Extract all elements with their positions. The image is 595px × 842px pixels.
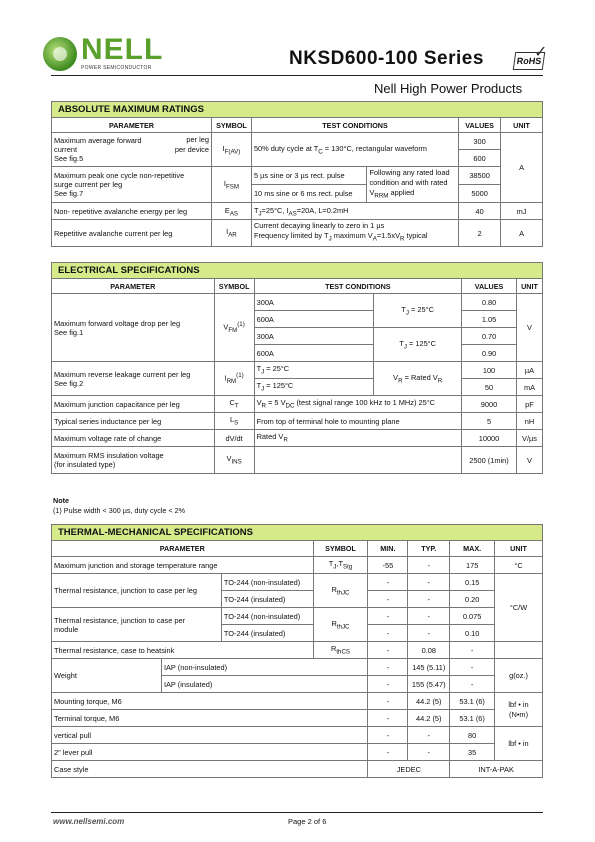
value-cell: 5 xyxy=(462,413,517,430)
param-cell xyxy=(52,133,212,167)
value-cell: 0.80 xyxy=(462,294,517,311)
param-cell: Terminal torque, M6 xyxy=(52,710,368,727)
cond: 50% duty cycle at T xyxy=(253,143,319,153)
website-link[interactable]: www.nellsemi.com xyxy=(53,817,125,826)
symbol-cell xyxy=(211,220,251,246)
param-cell: Weight xyxy=(52,659,162,693)
symbol-cell xyxy=(214,413,254,430)
sym-sub: thJC xyxy=(336,589,350,597)
section-title: THERMAL-MECHANICAL SPECIFICATIONS xyxy=(52,525,543,541)
sym-sub2: Stg xyxy=(342,563,353,571)
sym: I xyxy=(224,373,227,383)
sym: I xyxy=(223,179,226,188)
c2s: AS xyxy=(288,210,297,218)
value-cell: 300 xyxy=(459,133,501,150)
min-cell: - xyxy=(368,710,408,727)
typ-cell: 155 (5.47) xyxy=(408,676,450,693)
unit-cell: µA xyxy=(516,362,542,379)
symbol-cell: dV/dt xyxy=(214,430,254,447)
param-ref: See fig.7 xyxy=(54,189,84,199)
tj: T xyxy=(256,381,262,391)
cond-cell: From top of terminal hole to mounting plane xyxy=(254,413,461,430)
max-cell: 53.1 (6) xyxy=(450,710,495,727)
c1s: R xyxy=(261,402,266,410)
unit-cell: A xyxy=(501,220,543,246)
cond-cell xyxy=(254,396,461,413)
sym-sub: J xyxy=(333,563,337,571)
min-cell: - xyxy=(368,608,408,625)
cond-cell xyxy=(374,362,462,396)
value-cell: 38500 xyxy=(459,167,501,185)
vr: V xyxy=(393,372,399,382)
sym-sub: AS xyxy=(229,210,239,218)
max-cell: 175 xyxy=(450,557,495,574)
c2: =25°C, I xyxy=(261,205,289,215)
tj: T xyxy=(256,364,262,374)
sym-sub: FSM xyxy=(225,183,239,191)
c2b: maximum V xyxy=(331,231,373,241)
col-symbol: SYMBOL xyxy=(313,541,368,557)
value-cell: 10000 xyxy=(462,430,517,447)
param-cell: Repetitive avalanche current per leg xyxy=(52,220,212,246)
col-unit: UNIT xyxy=(495,541,543,557)
unit-cell: A xyxy=(501,133,543,203)
typ-cell: - xyxy=(408,744,450,761)
logo-circle-icon xyxy=(43,37,77,71)
thermal-mechanical-table xyxy=(51,524,543,778)
value-cell: 100 xyxy=(462,362,517,379)
param-cell xyxy=(52,362,215,396)
sym-sub: thJC xyxy=(336,623,350,631)
tj-sub: J xyxy=(405,309,409,317)
cond-cell xyxy=(254,430,461,447)
param-cell: Maximum junction and storage temperature range xyxy=(52,557,314,574)
max-cell: - xyxy=(450,642,495,659)
param-text: Thermal resistance, junction to case per module xyxy=(54,615,186,634)
cond-cell xyxy=(251,133,458,167)
c1s: R xyxy=(283,436,288,444)
col-typ: TYP. xyxy=(408,541,450,557)
tj-end: = 125°C xyxy=(406,338,436,348)
param-ref: (for insulated type) xyxy=(54,460,116,469)
min-cell: - xyxy=(368,693,408,710)
c2s3: R xyxy=(400,235,405,243)
min-cell: - xyxy=(368,574,408,591)
unit-cell: mA xyxy=(516,379,542,396)
section-title: ELECTRICAL SPECIFICATIONS xyxy=(52,263,543,279)
case-style: INT-A-PAK xyxy=(450,761,543,778)
page-number: Page 2 of 6 xyxy=(288,817,327,826)
unit-cell: V xyxy=(516,294,542,362)
sym: R xyxy=(331,644,337,654)
c2 xyxy=(254,231,456,244)
note-title: Note xyxy=(53,496,69,505)
variant-cell: IAP (non-insulated) xyxy=(161,659,368,676)
param-text: Maximum forward voltage drop per leg xyxy=(54,318,181,328)
symbol-cell xyxy=(313,574,368,608)
max-cell: 53.1 (6) xyxy=(450,693,495,710)
value-cell: 9000 xyxy=(462,396,517,413)
param-per-leg: per leg xyxy=(186,135,209,144)
max-cell: 0.20 xyxy=(450,591,495,608)
sym-sup: (1) xyxy=(236,372,244,380)
unit-cell xyxy=(495,693,543,727)
section-title: ABSOLUTE MAXIMUM RATINGS xyxy=(52,102,543,118)
typ-cell: 145 (5.11) xyxy=(408,659,450,676)
symbol-cell xyxy=(313,642,368,659)
cond-cell xyxy=(251,203,458,220)
symbol-cell xyxy=(211,133,251,167)
sym: T xyxy=(328,559,334,569)
param-text: Maximum RMS insulation voltage xyxy=(54,451,164,460)
rohs-badge: RoHS xyxy=(513,52,546,70)
max-cell: 0.15 xyxy=(450,574,495,591)
symbol-cell xyxy=(214,396,254,413)
c1: V xyxy=(256,398,262,408)
param-cell: Maximum junction capacitance per leg xyxy=(52,396,215,413)
sym: V xyxy=(226,454,232,464)
variant-cell: TO-244 (non-insulated) xyxy=(221,608,313,625)
cond-cell: 300A xyxy=(254,294,374,311)
cond-cell xyxy=(254,447,461,474)
vr-end: = Rated V xyxy=(402,372,438,382)
unit-cell: nH xyxy=(516,413,542,430)
unit-cell: °C xyxy=(495,557,543,574)
cond-cell xyxy=(254,362,374,379)
col-values: VALUES xyxy=(459,118,501,133)
symbol-cell xyxy=(214,362,254,396)
cond-sub: C xyxy=(318,148,323,156)
electrical-specs-table xyxy=(51,262,543,474)
param-cell: Thermal resistance, case to heatsink xyxy=(52,642,314,659)
header-rule xyxy=(51,75,543,76)
col-parameter: PARAMETER xyxy=(52,541,314,557)
variant-cell: IAP (insulated) xyxy=(161,676,368,693)
tj-sub: J xyxy=(403,343,407,351)
product-subtitle: Nell High Power Products xyxy=(374,81,523,96)
cond-cell xyxy=(367,167,459,203)
value-cell: 0.90 xyxy=(462,345,517,362)
tj-cell xyxy=(374,328,462,362)
sym: E xyxy=(224,205,230,215)
cond-cell xyxy=(251,220,458,246)
col-parameter: PARAMETER xyxy=(52,118,212,133)
value-cell: 5000 xyxy=(459,185,501,203)
sym: L xyxy=(229,415,235,425)
cond-cell: 600A xyxy=(254,311,374,328)
typ-cell: - xyxy=(408,591,450,608)
cond-cell xyxy=(254,379,374,396)
sym: I xyxy=(226,227,229,237)
tj-cell xyxy=(374,294,462,328)
sym: R xyxy=(331,618,337,628)
param-ref: See fig.2 xyxy=(54,378,84,388)
tj: T xyxy=(401,304,406,314)
vr-sub: R xyxy=(398,377,403,385)
typ-cell: - xyxy=(408,625,450,642)
max-cell: 0.10 xyxy=(450,625,495,642)
cond-sub: RRM xyxy=(374,192,389,200)
unit-cell: pF xyxy=(516,396,542,413)
unit-cell xyxy=(495,642,543,659)
min-cell: - xyxy=(368,625,408,642)
typ-cell: 44.2 (5) xyxy=(408,693,450,710)
sym-sub: FM xyxy=(228,326,238,334)
max-cell: 80 xyxy=(450,727,495,744)
logo-subtext: POWER SEMICONDUCTOR xyxy=(81,65,152,71)
vr-sub2: R xyxy=(437,377,443,385)
c1: Current decaying linearly to zero in 1 µs xyxy=(253,221,385,231)
cond-end: = 130°C, rectangular waveform xyxy=(322,143,427,153)
page-header xyxy=(0,0,595,100)
sym-sub: F(AV) xyxy=(224,148,241,156)
value-cell: 2500 (1min) xyxy=(462,447,517,474)
unit-cell: V xyxy=(516,447,542,474)
min-cell: -55 xyxy=(368,557,408,574)
c3: (test signal range 100 kHz to 1 MHz) 25°C xyxy=(294,398,435,408)
tj-sub: J xyxy=(261,368,265,376)
symbol-cell xyxy=(211,203,251,220)
unit-cell: V/µs xyxy=(516,430,542,447)
c2s: J xyxy=(328,235,332,243)
min-cell: - xyxy=(368,676,408,693)
unit-cell: mJ xyxy=(501,203,543,220)
unit-line2: (N•m) xyxy=(509,709,529,719)
variant-cell: TO-244 (insulated) xyxy=(221,625,313,642)
col-max: MAX. xyxy=(450,541,495,557)
tj-end: = 25°C xyxy=(408,304,434,314)
symbol-cell xyxy=(214,294,254,362)
c2s2: A xyxy=(372,235,377,243)
sym-sub: T xyxy=(234,402,239,410)
param-text: Maximum peak one cycle non-repetitive surge current per leg xyxy=(54,171,185,190)
symbol-cell xyxy=(313,557,368,574)
value-cell: 1.05 xyxy=(462,311,517,328)
col-symbol: SYMBOL xyxy=(214,279,254,294)
note-block xyxy=(53,496,185,516)
sym: I xyxy=(222,143,225,153)
absolute-max-ratings-table xyxy=(51,101,543,247)
cond-cell: 300A xyxy=(254,328,374,345)
cond-cell: 10 ms sine or 6 ms rect. pulse xyxy=(251,185,367,203)
sym-sub: AR xyxy=(228,231,237,239)
min-cell: - xyxy=(368,727,408,744)
cond-end: applied xyxy=(388,188,415,197)
param-cell: Thermal resistance, junction to case per leg xyxy=(52,574,222,608)
typ-cell: - xyxy=(408,557,450,574)
c3: =20A, L=0.2mH xyxy=(296,205,349,215)
cond: Following any rated load condition and with rated V xyxy=(369,168,450,197)
cond-cell: 600A xyxy=(254,345,374,362)
c2a: Frequency limited by T xyxy=(253,231,329,241)
tj-sub: J xyxy=(261,385,265,393)
param-cell: Case style xyxy=(52,761,368,778)
sym-sub: RM xyxy=(226,377,237,385)
unit-cell: °C/W xyxy=(495,574,543,642)
param-cell xyxy=(52,294,215,362)
param-ref: See fig.5 xyxy=(54,154,84,163)
value-cell: 0.70 xyxy=(462,328,517,345)
param-cell xyxy=(52,447,215,474)
series-title: NKSD600-100 Series xyxy=(289,48,484,69)
sym-sup: (1) xyxy=(237,321,245,329)
c2d: typical xyxy=(404,231,428,241)
param-cell: Maximum voltage rate of change xyxy=(52,430,215,447)
footer-rule xyxy=(51,812,543,813)
nell-logo xyxy=(43,33,164,75)
case-jedec: JEDEC xyxy=(368,761,450,778)
sym-sub: S xyxy=(234,419,239,427)
value-cell: 50 xyxy=(462,379,517,396)
param-cell: 2" lever pull xyxy=(52,744,368,761)
col-min: MIN. xyxy=(368,541,408,557)
max-cell: 35 xyxy=(450,744,495,761)
col-unit: UNIT xyxy=(501,118,543,133)
param-cell: vertical pull xyxy=(52,727,368,744)
cond-cell: 5 µs sine or 3 µs rect. pulse xyxy=(251,167,367,185)
symbol-cell xyxy=(313,608,368,642)
value-cell: 2 xyxy=(459,220,501,246)
param-text: Maximum average forward current xyxy=(54,136,142,154)
symbol-cell xyxy=(211,167,251,203)
sym: C xyxy=(229,398,235,408)
col-test-conditions: TEST CONDITIONS xyxy=(251,118,458,133)
c1: Rated V xyxy=(256,432,284,442)
logo-word: NELL xyxy=(81,33,164,66)
max-cell: - xyxy=(450,676,495,693)
typ-cell: - xyxy=(408,574,450,591)
min-cell: - xyxy=(368,642,408,659)
c2s: DC xyxy=(285,402,295,410)
typ-cell: - xyxy=(408,608,450,625)
check-icon: ✓ xyxy=(534,44,548,61)
param-cell: Typical series inductance per leg xyxy=(52,413,215,430)
param-ref: See fig.1 xyxy=(54,327,84,337)
param-cell: Mounting torque, M6 xyxy=(52,693,368,710)
param-per-device: per device xyxy=(174,145,209,154)
value-cell: 40 xyxy=(459,203,501,220)
sym-sub: INS xyxy=(231,458,242,466)
max-cell: - xyxy=(450,659,495,676)
sym: R xyxy=(331,584,337,594)
col-test-conditions: TEST CONDITIONS xyxy=(254,279,461,294)
unit-line: lbf • in xyxy=(508,699,529,709)
value-cell: 600 xyxy=(459,150,501,167)
param-cell xyxy=(52,608,222,642)
min-cell: - xyxy=(368,659,408,676)
col-unit: UNIT xyxy=(516,279,542,294)
unit-cell: lbf • in xyxy=(495,727,543,761)
sym2: ,T xyxy=(336,559,343,569)
col-symbol: SYMBOL xyxy=(211,118,251,133)
tj-end: = 25°C xyxy=(264,364,290,374)
tj-end: = 125°C xyxy=(264,381,294,391)
typ-cell: 0.08 xyxy=(408,642,450,659)
param-text: Maximum reverse leakage current per leg xyxy=(54,369,191,379)
typ-cell: 44.2 (5) xyxy=(408,710,450,727)
variant-cell: TO-244 (insulated) xyxy=(221,591,313,608)
tj: T xyxy=(399,338,404,348)
c2c: =1.5xV xyxy=(376,231,401,241)
variant-cell: TO-244 (non-insulated) xyxy=(221,574,313,591)
symbol-cell xyxy=(214,447,254,474)
sym: V xyxy=(223,322,229,332)
col-values: VALUES xyxy=(462,279,517,294)
unit-cell: g(oz.) xyxy=(495,659,543,693)
max-cell: 0.075 xyxy=(450,608,495,625)
c1: T xyxy=(253,205,259,215)
note-text: (1) Pulse width < 300 µs, duty cycle < 2% xyxy=(53,506,185,515)
min-cell: - xyxy=(368,591,408,608)
c1s: J xyxy=(258,210,262,218)
sym-sub: thCS xyxy=(336,648,351,656)
typ-cell: - xyxy=(408,727,450,744)
param-cell: Non- repetitive avalanche energy per leg xyxy=(52,203,212,220)
param-cell xyxy=(52,167,212,203)
min-cell: - xyxy=(368,744,408,761)
col-parameter: PARAMETER xyxy=(52,279,215,294)
c2: = 5 V xyxy=(265,398,286,408)
